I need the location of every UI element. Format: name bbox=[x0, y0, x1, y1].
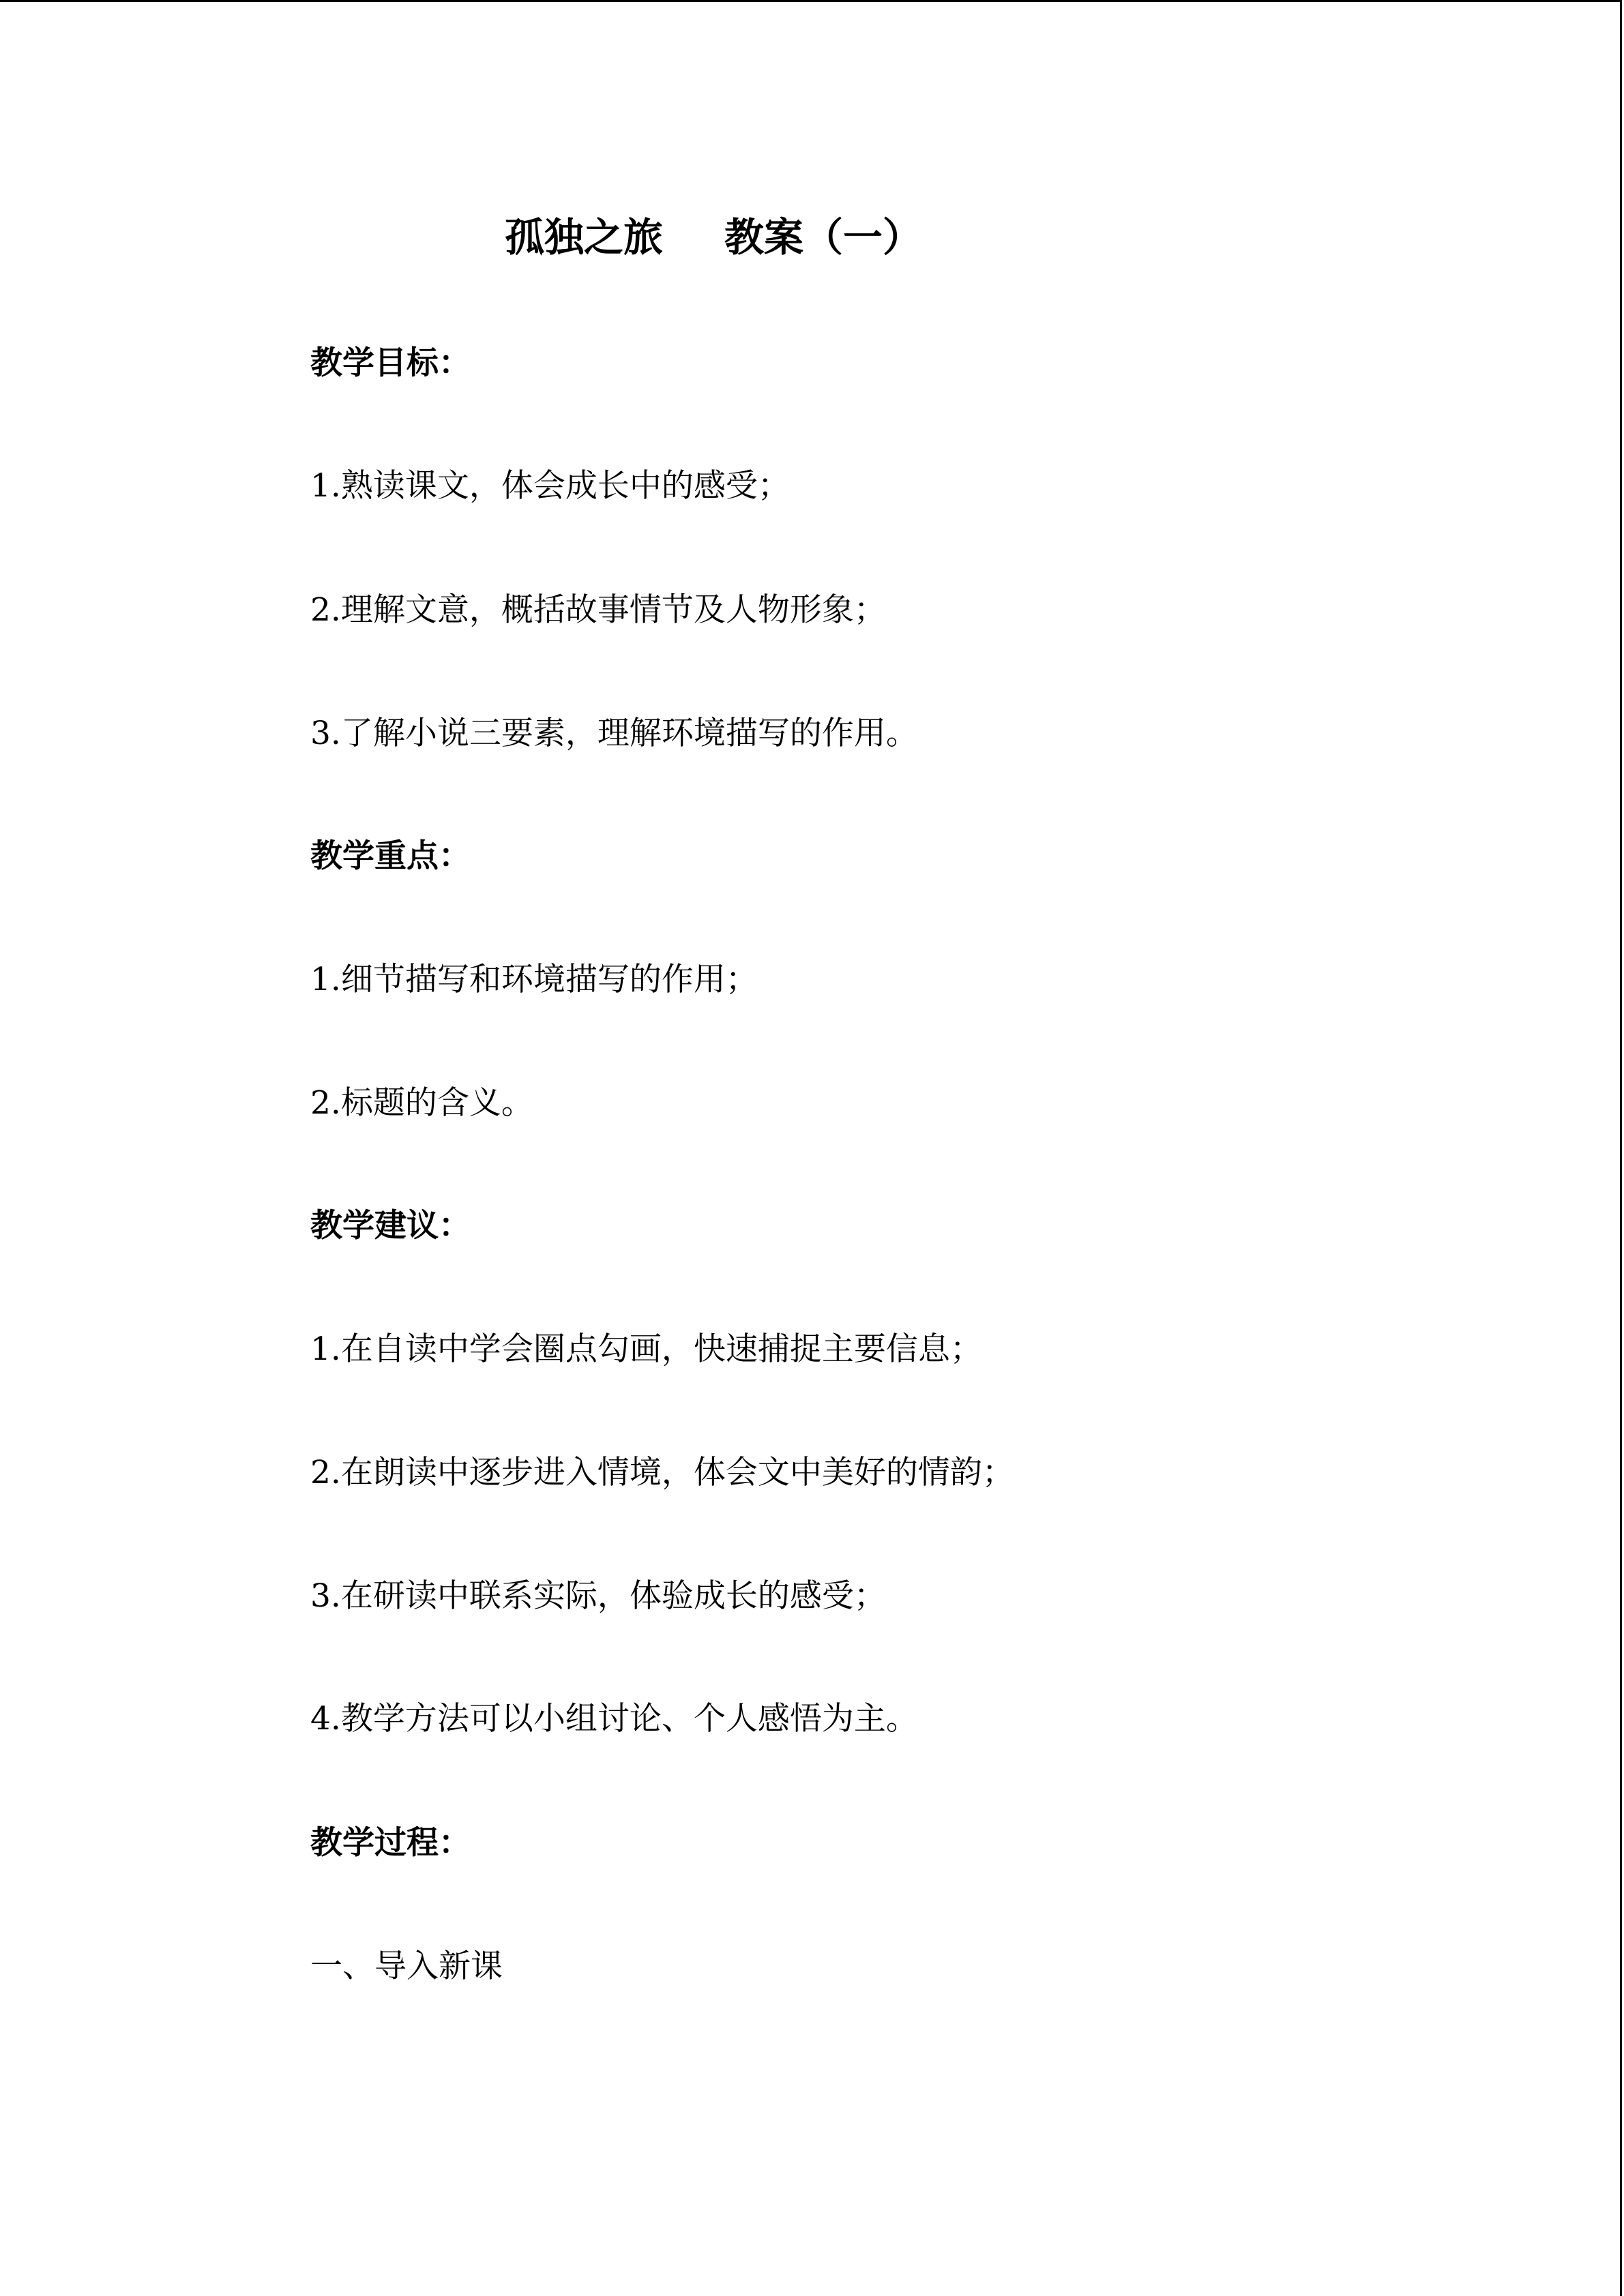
suggestion-item-3: 3.在研读中联系实际，体验成长的感受； bbox=[310, 1577, 886, 1615]
section-heading-process: 教学过程： bbox=[310, 1824, 471, 1862]
title-plan-label: 教案（一） bbox=[724, 214, 923, 260]
suggestion-item-4: 4.教学方法可以小组讨论、个人感悟为主。 bbox=[310, 1700, 918, 1738]
key-point-item-1: 1.细节描写和环境描写的作用； bbox=[310, 961, 758, 998]
objective-item-3: 3.了解小说三要素，理解环境描写的作用。 bbox=[310, 715, 918, 752]
process-item-1: 一、导入新课 bbox=[310, 1948, 503, 1985]
objective-item-2: 2.理解文意，概括故事情节及人物形象； bbox=[310, 591, 886, 629]
section-heading-objectives: 教学目标： bbox=[310, 344, 471, 382]
key-point-item-2: 2.标题的含义。 bbox=[310, 1084, 533, 1122]
objective-item-1: 1.熟读课文，体会成长中的感受； bbox=[310, 467, 790, 505]
suggestion-item-1: 1.在自读中学会圈点勾画，快速捕捉主要信息； bbox=[310, 1330, 982, 1368]
suggestion-item-2: 2.在朗读中逐步进入情境，体会文中美好的情韵； bbox=[310, 1454, 1014, 1491]
section-heading-suggestions: 教学建议： bbox=[310, 1207, 471, 1244]
section-heading-key-points: 教学重点： bbox=[310, 837, 471, 875]
title-lesson-name: 孤独之旅 bbox=[505, 214, 664, 260]
document-title bbox=[505, 210, 922, 265]
